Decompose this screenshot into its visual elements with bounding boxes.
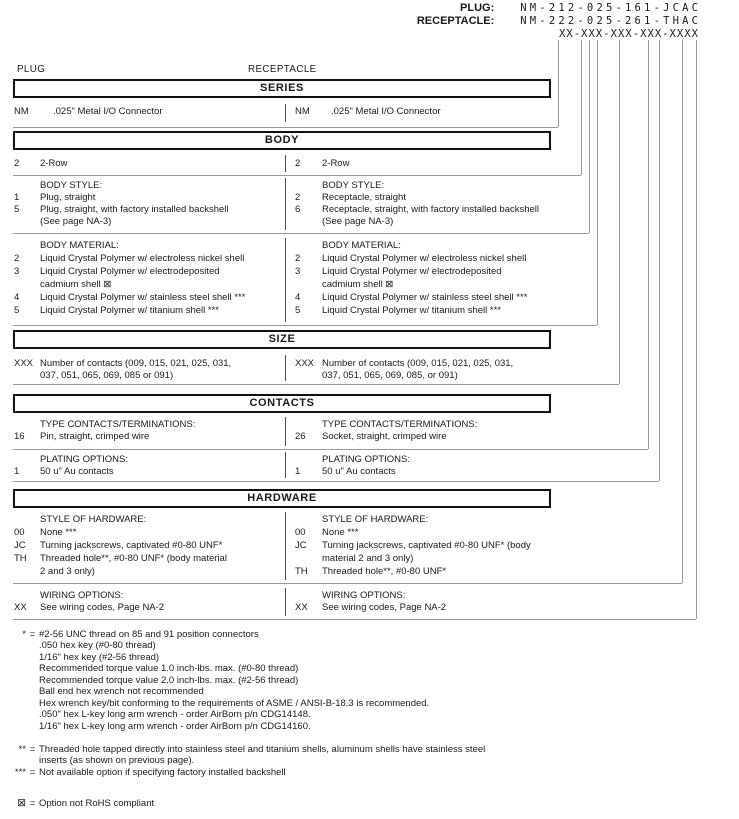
option-code: JC bbox=[295, 540, 307, 551]
option-text: Pin, straight, crimped wire bbox=[40, 431, 150, 442]
section-header-contacts bbox=[13, 394, 551, 413]
column-divider bbox=[285, 417, 286, 446]
option-code: 16 bbox=[14, 431, 25, 442]
leader-line-series bbox=[558, 40, 559, 127]
option-text: Liquid Crystal Polymer w/ stainless steel shell *** bbox=[40, 292, 246, 303]
option-text: Liquid Crystal Polymer w/ stainless steel shell *** bbox=[322, 292, 528, 303]
option-text: Number of contacts (009, 015, 021, 025, 031, bbox=[40, 358, 232, 369]
option-text: See wiring codes, Page NA-2 bbox=[322, 602, 447, 613]
option-code: 3 bbox=[14, 266, 20, 277]
footnote-text: inserts (as shown on previous page). bbox=[39, 755, 195, 766]
option-code: 2 bbox=[14, 158, 20, 169]
option-code: 2 bbox=[14, 253, 20, 264]
option-code: NM bbox=[14, 106, 29, 117]
receptacle-part-number-value: NM-222-025-261-THAC bbox=[520, 15, 702, 27]
footnote-marker: *** bbox=[14, 767, 26, 778]
footnote-marker: * bbox=[22, 629, 26, 640]
footnote-line bbox=[8, 698, 429, 709]
group-label: PLATING OPTIONS: bbox=[322, 454, 410, 465]
footnote-text: .050" hex L-key long arm wrench - order AirBorn p/n CDG14148. bbox=[39, 709, 311, 720]
option-code: 1 bbox=[295, 466, 301, 477]
receptacle-column-title: RECEPTACLE bbox=[248, 64, 317, 75]
footnote-line bbox=[8, 640, 156, 651]
option-text: Liquid Crystal Polymer w/ electroless nickel shell bbox=[40, 253, 245, 264]
footnote-line bbox=[8, 709, 311, 720]
option-code: 1 bbox=[14, 192, 20, 203]
group-label: TYPE CONTACTS/TERMINATIONS: bbox=[322, 419, 478, 430]
divider-hardware-style bbox=[13, 583, 682, 584]
receptacle-part-number-label: RECEPTACLE: bbox=[416, 15, 495, 27]
option-code: NM bbox=[295, 106, 310, 117]
option-text: 037, 051, 065, 069, 085 or 091) bbox=[40, 370, 174, 381]
option-code: 2 bbox=[295, 192, 301, 203]
footnote-text: Threaded hole tapped directly into stainless steel and titanium shells, aluminum shells have stainless steel bbox=[39, 744, 486, 755]
footnote-line bbox=[8, 755, 194, 766]
part-number-mask-row bbox=[559, 28, 698, 41]
leader-line-body-style bbox=[589, 40, 590, 233]
rohs-note: ⊠ = Option not RoHS compliant bbox=[8, 798, 154, 809]
option-code: XX bbox=[14, 602, 27, 613]
footnote-text: .050 hex key (#0-80 thread) bbox=[39, 640, 156, 651]
option-text: (See page NA-3) bbox=[40, 216, 112, 227]
receptacle-part-number-row bbox=[416, 15, 702, 28]
column-divider bbox=[285, 355, 286, 381]
section-header-series bbox=[13, 79, 551, 98]
leader-line-plating bbox=[659, 40, 660, 481]
option-text: cadmium shell ⊠ bbox=[40, 279, 112, 290]
plug-part-number-label: PLUG: bbox=[460, 2, 495, 14]
footnote-line bbox=[8, 675, 298, 686]
leader-line-hardware-style bbox=[682, 40, 683, 583]
section-header-size bbox=[13, 330, 551, 349]
option-code: TH bbox=[295, 566, 308, 577]
section-title: HARDWARE bbox=[247, 492, 317, 504]
group-label: BODY STYLE: bbox=[322, 180, 385, 191]
option-text: Turning jackscrews, captivated #0-80 UNF* (body bbox=[322, 540, 531, 551]
option-text: 50 u" Au contacts bbox=[322, 466, 396, 477]
group-label: STYLE OF HARDWARE: bbox=[40, 514, 147, 525]
plug-part-number-value: NM-212-025-161-JCAC bbox=[520, 2, 702, 14]
option-code: XX bbox=[295, 602, 308, 613]
footnote-text: Ball end hex wrench not recommended bbox=[39, 686, 204, 697]
option-text: 2-Row bbox=[40, 158, 68, 169]
divider-body-row bbox=[13, 175, 581, 176]
divider-wiring bbox=[13, 619, 696, 620]
leader-line-size bbox=[619, 40, 620, 384]
option-code: JC bbox=[14, 540, 26, 551]
option-code: 5 bbox=[295, 305, 301, 316]
option-text: Liquid Crystal Polymer w/ electrodeposited bbox=[40, 266, 220, 277]
option-text: Liquid Crystal Polymer w/ electrodeposited bbox=[322, 266, 502, 277]
footnote-text: 1/16" hex L-key long arm wrench - order AirBorn p/n CDG14160. bbox=[39, 721, 311, 732]
option-text: Socket, straight, crimped wire bbox=[322, 431, 447, 442]
option-text: Receptacle, straight, with factory installed backshell bbox=[322, 204, 540, 215]
group-label: BODY MATERIAL: bbox=[322, 240, 401, 251]
option-code: XXX bbox=[14, 358, 34, 369]
group-label: TYPE CONTACTS/TERMINATIONS: bbox=[40, 419, 196, 430]
option-text: Plug, straight bbox=[40, 192, 96, 203]
option-text: Liquid Crystal Polymer w/ titanium shell *** bbox=[322, 305, 501, 316]
footnote-line bbox=[8, 663, 298, 674]
option-text: Number of contacts (009, 015, 021, 025, 031, bbox=[322, 358, 514, 369]
option-code: 1 bbox=[14, 466, 20, 477]
option-code: 00 bbox=[14, 527, 25, 538]
footnote-line bbox=[8, 652, 159, 663]
group-label: PLATING OPTIONS: bbox=[40, 454, 128, 465]
column-divider bbox=[285, 452, 286, 478]
footnote-line: *** = Not available option if specifying factory installed backshell bbox=[8, 767, 286, 778]
option-code: 3 bbox=[295, 266, 301, 277]
section-title: CONTACTS bbox=[249, 397, 315, 409]
option-code: XXX bbox=[295, 358, 315, 369]
option-code: 6 bbox=[295, 204, 301, 215]
footnote-line bbox=[8, 721, 311, 732]
footnote-text: 1/16" hex key (#2-56 thread) bbox=[39, 652, 160, 663]
option-text: .025" Metal I/O Connector bbox=[53, 106, 163, 117]
footnote-text: Recommended torque value 2.0 inch-lbs. max. (#2-56 thread) bbox=[39, 675, 299, 686]
rohs-box-x-icon: ⊠ bbox=[17, 797, 26, 809]
option-code: 5 bbox=[14, 305, 20, 316]
option-code: 4 bbox=[295, 292, 301, 303]
footnote-text: Recommended torque value 1.0 inch-lbs. max. (#0-80 thread) bbox=[39, 663, 299, 674]
group-label: WIRING OPTIONS: bbox=[40, 590, 124, 601]
divider-size bbox=[13, 384, 619, 385]
footnote-text: Not available option if specifying factory installed backshell bbox=[39, 767, 286, 778]
option-code: 26 bbox=[295, 431, 306, 442]
section-header-hardware bbox=[13, 489, 551, 508]
column-divider bbox=[285, 178, 286, 230]
option-text: .025" Metal I/O Connector bbox=[331, 106, 441, 117]
column-divider bbox=[285, 512, 286, 580]
option-code: 5 bbox=[14, 204, 20, 215]
option-code: 2 bbox=[295, 158, 301, 169]
section-title: BODY bbox=[264, 134, 300, 146]
column-divider bbox=[285, 588, 286, 616]
option-text: Liquid Crystal Polymer w/ electroless nickel shell bbox=[322, 253, 527, 264]
option-text: Plug, straight, with factory installed backshell bbox=[40, 204, 229, 215]
option-code: 00 bbox=[295, 527, 306, 538]
column-divider bbox=[285, 155, 286, 172]
section-title: SERIES bbox=[260, 82, 304, 94]
option-text: 50 u" Au contacts bbox=[40, 466, 114, 477]
option-text: Liquid Crystal Polymer w/ titanium shell *** bbox=[40, 305, 219, 316]
column-divider bbox=[285, 104, 286, 122]
leader-line-wiring bbox=[696, 40, 697, 619]
group-label: WIRING OPTIONS: bbox=[322, 590, 406, 601]
divider-plating bbox=[13, 481, 659, 482]
option-text: None *** bbox=[40, 527, 77, 538]
rohs-note-text: Option not RoHS compliant bbox=[39, 798, 155, 809]
option-text: 037, 051, 065, 069, 085, or 091) bbox=[322, 370, 458, 381]
footnote-marker: ** bbox=[18, 744, 26, 755]
option-code: TH bbox=[14, 553, 27, 564]
option-text: 2 and 3 only) bbox=[40, 566, 95, 577]
plug-part-number-row bbox=[460, 2, 702, 15]
option-text: (See page NA-3) bbox=[322, 216, 394, 227]
option-text: cadmium shell ⊠ bbox=[322, 279, 394, 290]
part-number-mask-value: XX-XXX-XXX-XXX-XXXX bbox=[558, 28, 700, 40]
divider-series bbox=[13, 127, 558, 128]
footnote-text: #2-56 UNC thread on 85 and 91 position connectors bbox=[39, 629, 259, 640]
section-title: SIZE bbox=[268, 333, 296, 345]
column-divider bbox=[285, 238, 286, 322]
leader-line-body-material bbox=[597, 40, 598, 325]
option-text: Turning jackscrews, captivated #0-80 UNF* bbox=[40, 540, 223, 551]
footnote-line bbox=[8, 686, 204, 697]
group-label: BODY STYLE: bbox=[40, 180, 103, 191]
footnote-line: * = #2-56 UNC thread on 85 and 91 position connectors bbox=[8, 629, 259, 640]
option-text: Receptacle, straight bbox=[322, 192, 406, 203]
option-text: See wiring codes, Page NA-2 bbox=[40, 602, 165, 613]
section-header-body bbox=[13, 131, 551, 150]
option-text: None *** bbox=[322, 527, 359, 538]
group-label: BODY MATERIAL: bbox=[40, 240, 119, 251]
footnote-text: Hex wrench key/bit conforming to the requirements of ASME / ANSI-B-18.3 is recommended. bbox=[39, 698, 430, 709]
option-text: 2-Row bbox=[322, 158, 350, 169]
leader-line-contact-type bbox=[648, 40, 649, 449]
divider-body-material bbox=[13, 325, 597, 326]
divider-contact-type bbox=[13, 449, 648, 450]
group-label: STYLE OF HARDWARE: bbox=[322, 514, 429, 525]
option-text: material 2 and 3 only) bbox=[322, 553, 414, 564]
option-text: Threaded hole**, #0-80 UNF* (body material bbox=[40, 553, 227, 564]
option-text: Threaded hole**, #0-80 UNF* bbox=[322, 566, 447, 577]
plug-column-title: PLUG bbox=[17, 64, 46, 75]
leader-line-body-row bbox=[581, 40, 582, 175]
option-code: 4 bbox=[14, 292, 20, 303]
option-code: 2 bbox=[295, 253, 301, 264]
divider-body-style bbox=[13, 233, 589, 234]
footnote-line: ** = Threaded hole tapped directly into stainless steel and titanium shells, aluminum shells have stainless steel bbox=[8, 744, 485, 755]
